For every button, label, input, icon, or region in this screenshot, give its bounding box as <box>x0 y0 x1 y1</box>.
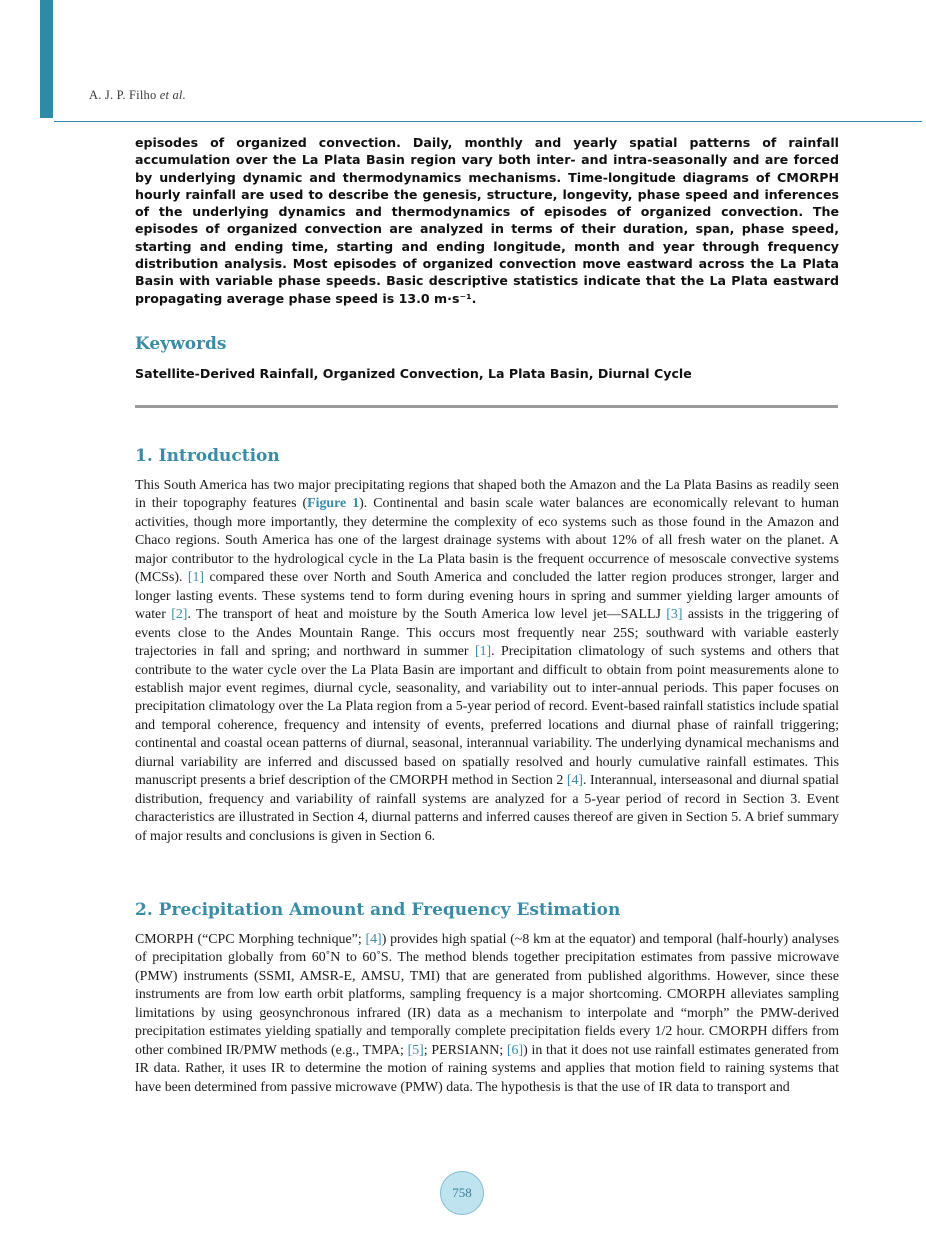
section-1-title: 1. Introduction <box>135 446 280 466</box>
text-run: CMORPH (“CPC Morphing technique”; <box>135 932 366 947</box>
citation-link[interactable]: [2] <box>171 607 188 623</box>
text-run: ) in that it does not use rainfall estimates generated from IR data. Rather, it uses IR to determine the motion of raining systems and applies that motion field to raining systems that have been determined from passive microwave (PMW) data. The hypothesis is that the use of IR data to transport and <box>135 1042 839 1095</box>
author-etal: et al. <box>159 88 186 102</box>
section-2-paragraph <box>135 931 839 1097</box>
text-run: compared these over North and South America and concluded the latter region produces stronger, larger and longer lasting events. These systems tend to form during evening hours in spring and summer yielding larger amounts of water <box>135 570 839 623</box>
section-divider <box>135 405 838 408</box>
citation-link[interactable]: [5] <box>407 1042 424 1058</box>
running-head-author <box>89 88 186 103</box>
text-run: . Precipitation climatology of such systems and others that contribute to the water cycle over the La Plata Basin are important and difficult to obtain from point measurements alone to establish major event regimes, diurnal cycle, seasonality, and variability out to inter-annual periods. This paper focuses on precipitation climatology over the La Plata region from a 5-year period of record. Event-based rainfall statistics include spatial and temporal coherence, frequency and intensity of events, preferred locations and diurnal phase of rainfall triggering; continental and coastal ocean patterns of diurnal, seasonal, interannual variability. The underlying dynamical mechanisms and diurnal variability are inferred and discussed based on spatially resolved and hourly cumulative rainfall estimates. This manuscript presents a brief description of the CMORPH method in Section 2 <box>135 644 839 789</box>
text-run: This South America has two major precipitating regions that shaped both the Amazon and the La Plata Basins as readily seen in their topography features ( <box>135 478 839 512</box>
page-number-badge <box>440 1171 484 1215</box>
text-run: ). Continental and basin scale water balances are economically relevant to human activities, though more importantly, they determine the complexity of eco systems such as those found in the Amazon and Chaco regions. South America has one of the largest drainage systems with about 12% of all fresh water on the planet. A major contributor to the hydrological cycle in the La Plata basin is the frequent occurrence of mesoscale convective systems (MCSs). <box>135 496 839 586</box>
abstract-text: episodes of organized convection. Daily, monthly and yearly spatial patterns of rainfall accumulation over the La Plata Basin region vary both inter- and intra-seasonally and are forced by underlying dynamic and thermodynamics mechanisms. Time-longitude diagrams of CMORPH hourly rainfall are used to describe the genesis, structure, longevity, phase speed and inferences of the underlying dynamics and thermodynamics of episodes of organized convection. The episodes of organized convection are analyzed in terms of their duration, span, phase speed, starting and ending time, starting and ending longitude, month and year through frequency distribution analysis. Most episodes of organized convection move eastward across the La Plata Basin with variable phase speeds. Basic descriptive statistics indicate that the La Plata eastward propagating average phase speed is 13.0 m·s⁻¹. <box>135 135 839 306</box>
keywords-heading: Keywords <box>135 334 227 354</box>
side-accent-bar <box>40 0 53 118</box>
section-1-paragraph <box>135 477 839 846</box>
text-run: . The transport of heat and moisture by the South America low level jet—SALLJ <box>187 607 667 623</box>
keywords-list: Satellite-Derived Rainfall, Organized Convection, La Plata Basin, Diurnal Cycle <box>135 366 692 381</box>
citation-link[interactable]: [4] <box>365 932 382 947</box>
citation-link[interactable]: [1] <box>187 570 205 586</box>
citation-link[interactable]: [1] <box>474 644 492 660</box>
section-2-title: 2. Precipitation Amount and Frequency Estimation <box>135 900 621 920</box>
citation-link[interactable]: [3] <box>666 607 683 623</box>
text-run: assists in the triggering of events close to the Andes Mountain Range. This occurs most frequently near 25S; southward with variable easterly trajectories in fall and spring; and northward in summer <box>135 607 839 660</box>
page-number: 758 <box>452 1185 472 1200</box>
text-run: ; PERSIANN; <box>423 1042 507 1058</box>
text-run: . Interannual, interseasonal and diurnal spatial distribution, frequency and variability of rainfall systems are analyzed for a 5-year period of record in Section 3. Event characteristics are illustrated in Section 4, diurnal patterns and inferred causes thereof are given in Section 5. A brief summary of major results and conclusions is given in Section 6. <box>135 773 839 844</box>
header-rule <box>54 121 922 122</box>
text-run: ) provides high spatial (~8 km at the equator) and temporal (half-hourly) analyses of precipitation globally from 60˚N to 60˚S. The method blends together precipitation estimates from passive microwave (PMW) instruments (SSMI, AMSR-E, AMSU, TMI) that are generated from published algorithms. However, since these instruments are from low earth orbit platforms, sampling frequency is a major shortcoming. CMORPH alleviates sampling limitations by using geosynchronous infrared (IR) data as a mechanism to interpolate and “morph” the PMW-derived precipitation estimates yielding spatially and temporally complete precipitation fields every 1/2 hour. CMORPH differs from other combined IR/PMW methods (e.g., TMPA; <box>135 932 839 1058</box>
citation-link[interactable]: [6] <box>506 1042 524 1058</box>
author-names: A. J. P. Filho <box>89 88 160 102</box>
figure-link[interactable]: Figure 1 <box>307 496 360 512</box>
citation-link[interactable]: [4] <box>566 773 584 789</box>
